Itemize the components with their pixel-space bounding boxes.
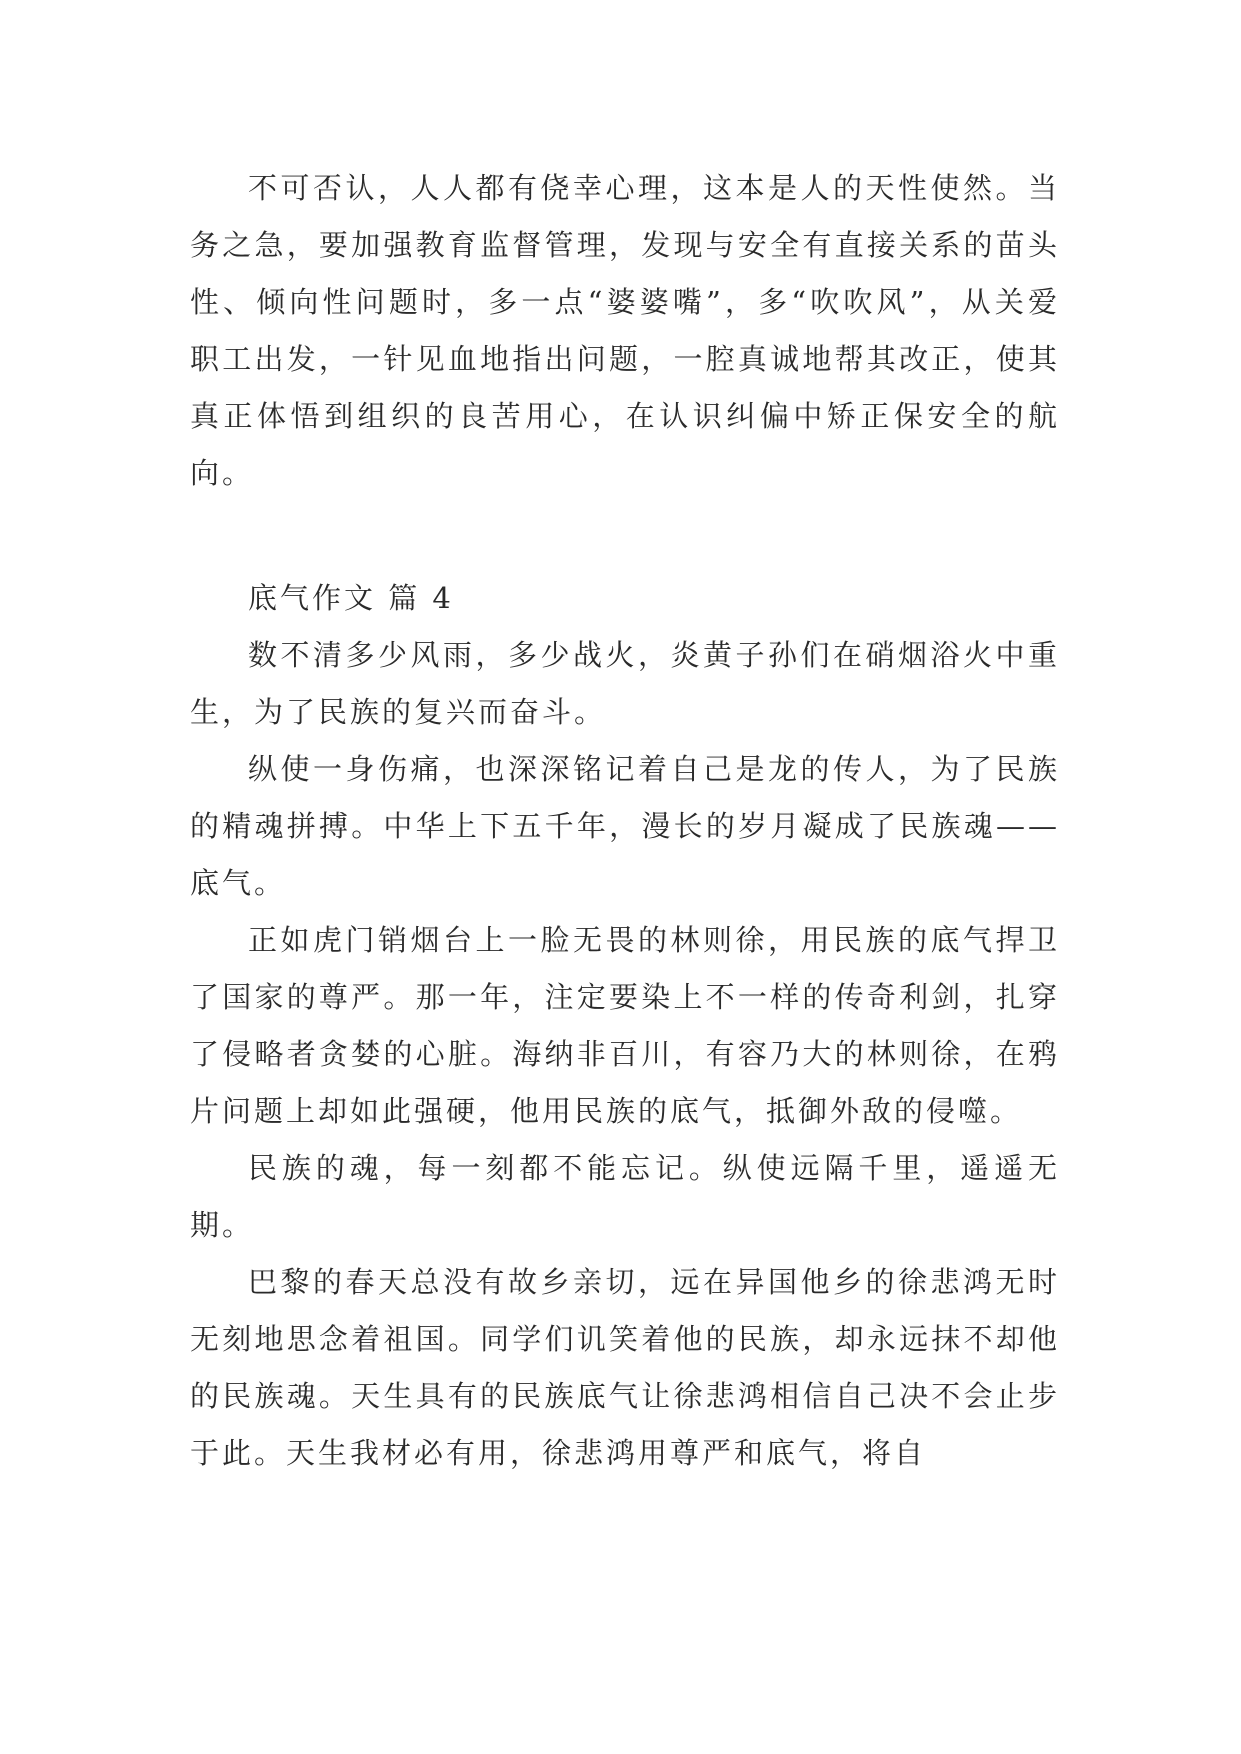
section-title: 底气作文 篇 4 xyxy=(248,581,454,615)
paragraph: 数不清多少风雨，多少战火，炎黄子孙们在硝烟浴火中重生，为了民族的复兴而奋斗。 xyxy=(190,638,1060,729)
previous-section-text xyxy=(190,160,1060,502)
paragraph: 正如虎门销烟台上一脸无畏的林则徐，用民族的底气捍卫了国家的尊严。那一年，注定要染上不一样的传奇利剑，扎穿了侵略者贪婪的心脏。海纳非百川，有容乃大的林则徐，在鸦片问题上却如此强硬，他用民族的底气，抵御外敌的侵噬。 xyxy=(190,923,1060,1128)
paragraph: 民族的魂，每一刻都不能忘记。纵使远隔千里，遥遥无期。 xyxy=(190,1151,1060,1242)
paragraph: 纵使一身伤痛，也深深铭记着自己是龙的传人，为了民族的精魂拼搏。中华上下五千年，漫长的岁月凝成了民族魂——底气。 xyxy=(190,752,1060,900)
continuation-paragraph: 不可否认，人人都有侥幸心理，这本是人的天性使然。当务之急，要加强教育监督管理，发现与安全有直接关系的苗头性、倾向性问题时，多一点“婆婆嘴”，多“吹吹风”，从关爱职工出发，一针见血地指出问题，一腔真诚地帮其改正，使其真正体悟到组织的良苦用心，在认识纠偏中矫正保安全的航向。 xyxy=(190,171,1060,490)
paragraph: 巴黎的春天总没有故乡亲切，远在异国他乡的徐悲鸿无时无刻地思念着祖国。同学们讥笑着他的民族，却永远抹不却他的民族魂。天生具有的民族底气让徐悲鸿相信自己决不会止步于此。天生我材必有用，徐悲鸿用尊严和底气，将自 xyxy=(190,1265,1060,1470)
article-section xyxy=(190,570,1060,1482)
